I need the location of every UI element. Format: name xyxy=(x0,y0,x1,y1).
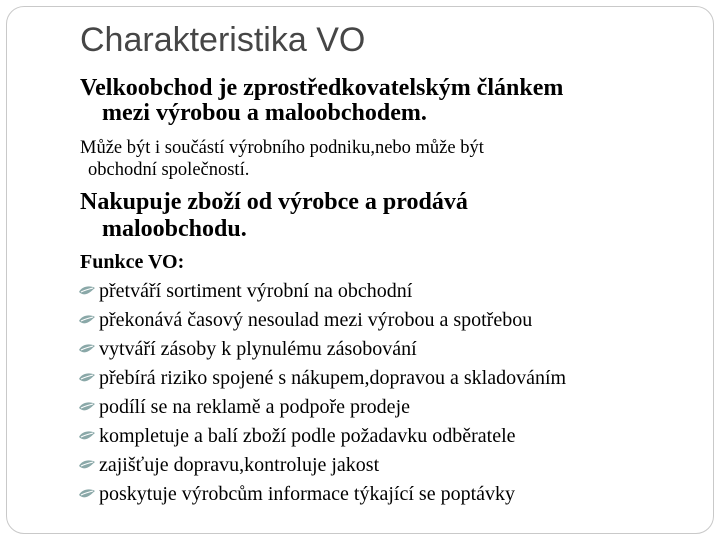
second-line-2: maloobchodu. xyxy=(102,216,247,242)
list-item xyxy=(78,451,566,480)
list-item-text: přetváří sortiment výrobní na obchodní xyxy=(99,280,413,302)
list-item xyxy=(78,364,566,393)
leaf-bullet-icon xyxy=(78,314,96,328)
leaf-bullet-icon xyxy=(78,372,96,386)
list-item xyxy=(78,277,566,306)
list-item-text: poskytuje výrobcům informace týkající se poptávky xyxy=(99,483,516,505)
list-item-text: překonává časový nesoulad mezi výrobou a spotřebou xyxy=(99,309,533,331)
second-line-1: Nakupuje zboží od výrobce a prodává xyxy=(80,189,468,215)
note-line-2: obchodní společností. xyxy=(88,160,250,180)
slide-title: Charakteristika VO xyxy=(80,21,366,59)
intro-line-2: mezi výrobou a maloobchodem. xyxy=(102,100,427,126)
list-item xyxy=(78,306,566,335)
note-paragraph xyxy=(80,137,695,181)
note-line-1: Může být i součástí výrobního podniku,nebo může být xyxy=(80,138,484,158)
leaf-bullet-icon xyxy=(78,459,96,473)
leaf-bullet-icon xyxy=(78,401,96,415)
list-item-text: zajišťuje dopravu,kontroluje jakost xyxy=(99,454,380,476)
list-item-text: podílí se na reklamě a podpoře prodeje xyxy=(99,396,410,418)
list-item xyxy=(78,393,566,422)
leaf-bullet-icon xyxy=(78,488,96,502)
list-item xyxy=(78,422,566,451)
functions-list xyxy=(78,277,566,509)
leaf-bullet-icon xyxy=(78,430,96,444)
intro-paragraph xyxy=(80,76,695,126)
list-item xyxy=(78,480,566,509)
leaf-bullet-icon xyxy=(78,343,96,357)
list-item-text: vytváří zásoby k plynulému zásobování xyxy=(99,338,417,360)
intro-line-1: Velkoobchod je zprostředkovatelským článkem xyxy=(80,75,564,101)
list-item-text: přebírá riziko spojené s nákupem,dopravou a skladováním xyxy=(99,367,567,389)
functions-heading: Funkce VO: xyxy=(80,251,185,273)
list-item-text: kompletuje a balí zboží podle požadavku odběratele xyxy=(99,425,516,447)
list-item xyxy=(78,335,566,364)
second-paragraph xyxy=(80,189,695,243)
leaf-bullet-icon xyxy=(78,285,96,299)
